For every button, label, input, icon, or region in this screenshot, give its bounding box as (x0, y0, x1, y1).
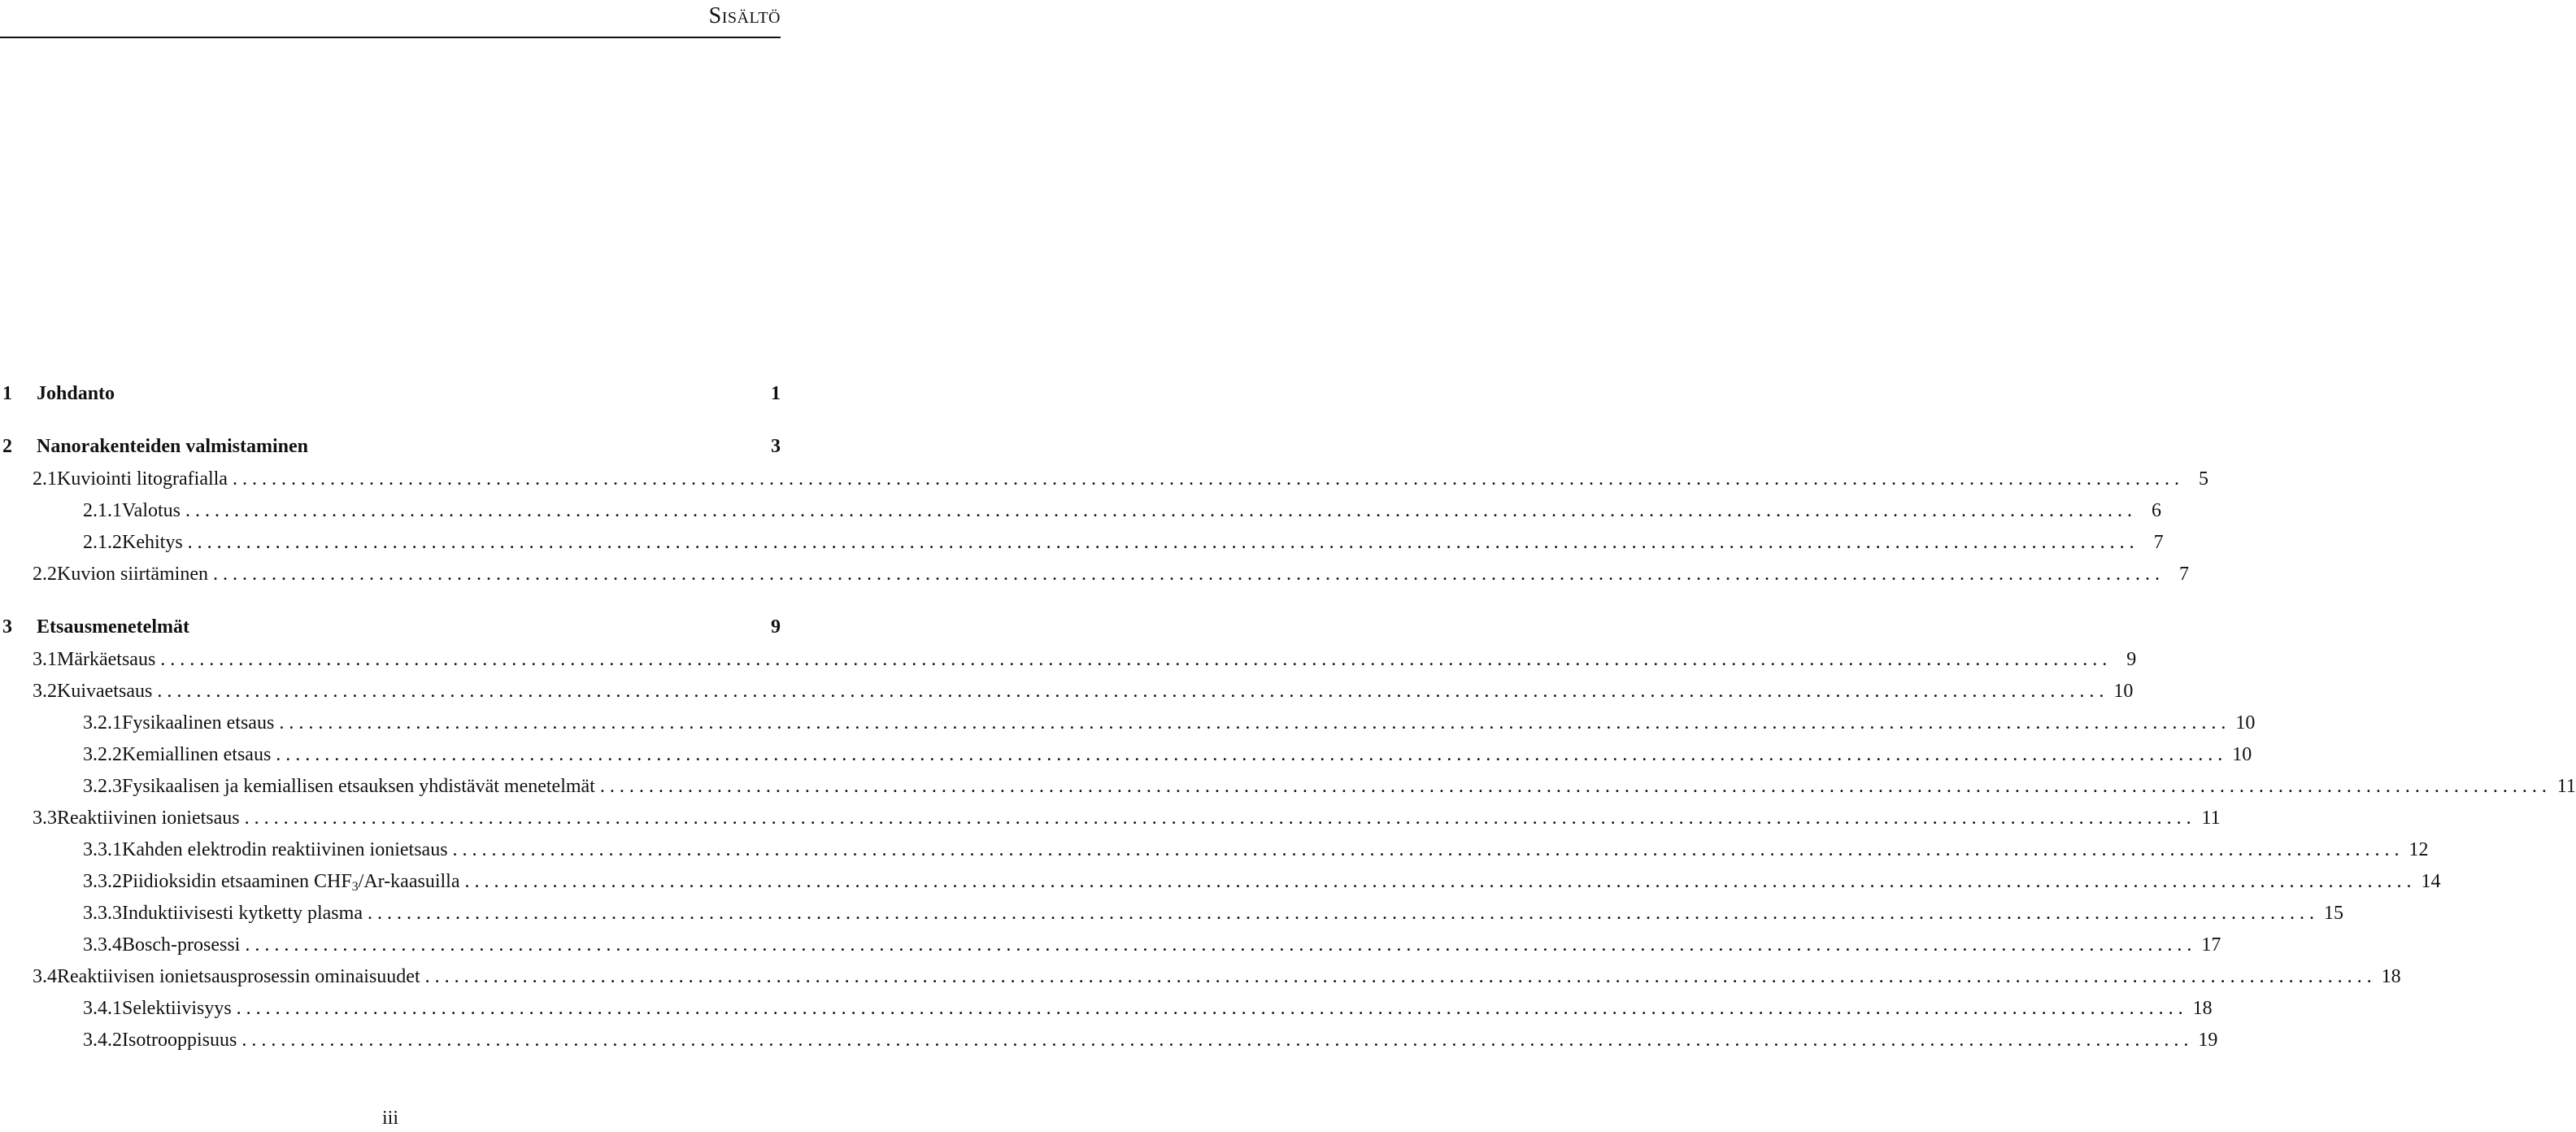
toc-entry-title (122, 1030, 237, 1051)
toc-entry-title (122, 839, 448, 861)
toc-entry-3-2-1[interactable] (0, 712, 2256, 738)
toc-entry-page: 19 (2198, 1030, 2218, 1051)
toc-entry-title (122, 712, 274, 734)
toc-entry-title (57, 681, 152, 703)
toc-entry-page: 9 (2126, 649, 2137, 670)
toc-entry-title (122, 871, 459, 895)
toc-entry-number: 3.2.3 (83, 776, 122, 797)
toc-dot-leader: . . . . . . . . . . . . . . . . . . . . . . . . . . . . . . . . . . . . . . . . . . . . . . . . . . . . . . . . . . . . . . . . . . . . . . . . . . . . . . . . . . . . . . . . . . . . . . . . . . . . . . . . . . . . . . . . . . . . . . . . . . . . . . . . . . . . . . . . . . . . . . . . . . . . . . . . . . . . . . . . . . . . . . . . . . . . . . . . . . . . . . . . . . . . . . . . . . . . . . . . (244, 808, 2191, 829)
toc-entry-title-text: Johdanto (37, 383, 115, 404)
header-rule (0, 37, 781, 38)
toc-dot-leader: . . . . . . . . . . . . . . . . . . . . . . . . . . . . . . . . . . . . . . . . . . . . . . . . . . . . . . . . . . . . . . . . . . . . . . . . . . . . . . . . . . . . . . . . . . . . . . . . . . . . . . . . . . . . . . . . . . . . . . . . . . . . . . . . . . . . . . . . . . . . . . . . . . . . . . . . . . . . . . . . . . . . . . . . . . . . . . . . . . . . . . . . . . . . . . . . . . . . . . . . (276, 744, 2223, 765)
toc-entry-page: 12 (2408, 839, 2429, 860)
toc-entry-title-text: Valotus (122, 500, 181, 521)
toc-entry-title-text: Selektiivisyys (122, 998, 232, 1019)
toc-dot-leader: . . . . . . . . . . . . . . . . . . . . . . . . . . . . . . . . . . . . . . . . . . . . . . . . . . . . . . . . . . . . . . . . . . . . . . . . . . . . . . . . . . . . . . . . . . . . . . . . . . . . . . . . . . . . . . . . . . . . . . . . . . . . . . . . . . . . . . . . . . . . . . . . . . . . . . . . . . . . . . . . . . . . . . . . . . . . . . . . . . . . . . . . . . . . . . . . . . . . . . . . (245, 934, 2192, 956)
toc-dot-leader: . . . . . . . . . . . . . . . . . . . . . . . . . . . . . . . . . . . . . . . . . . . . . . . . . . . . . . . . . . . . . . . . . . . . . . . . . . . . . . . . . . . . . . . . . . . . . . . . . . . . . . . . . . . . . . . . . . . . . . . . . . . . . . . . . . . . . . . . . . . . . . . . . . . . . . . . . . . . . . . . . . . . . . . . . . . . . . . . . . . . . . . . . . . . . . . . . . . . . . . . (160, 649, 2108, 670)
toc-entry-title-text: Fysikaalisen ja kemiallisen etsauksen yhdistävät menetelmät (122, 776, 595, 797)
toc-entry-title-text: Reaktiivisen ionietsausprosessin ominaisuudet (57, 966, 420, 987)
toc-entry-number: 3.2.2 (83, 744, 122, 765)
toc-entry-2[interactable] (0, 436, 781, 462)
toc-dot-leader: . . . . . . . . . . . . . . . . . . . . . . . . . . . . . . . . . . . . . . . . . . . . . . . . . . . . . . . . . . . . . . . . . . . . . . . . . . . . . . . . . . . . . . . . . . . . . . . . . . . . . . . . . . . . . . . . . . . . . . . . . . . . . . . . . . . . . . . . . . . . . . . . . . . . . . . . . . . . . . . . . . . . . . . . . . . . . . . . . . . . . . . . . . . . . . . . . . . . . . . . (464, 871, 2412, 892)
toc-entry-page: 6 (2152, 500, 2161, 521)
toc-entry-2-1-1[interactable] (0, 500, 2161, 526)
toc-entry-page: 5 (2198, 468, 2208, 490)
toc-entry-page: 3 (771, 436, 781, 457)
toc-entry-page: 11 (2201, 808, 2221, 829)
toc-entry-number: 3.3.3 (83, 903, 122, 924)
toc-entry-title (122, 744, 271, 766)
toc-entry-page: 15 (2323, 903, 2343, 924)
toc-entry-page: 10 (2232, 744, 2252, 765)
toc-entry-page: 7 (2153, 532, 2164, 553)
toc-dot-leader: . . . . . . . . . . . . . . . . . . . . . . . . . . . . . . . . . . . . . . . . . . . . . . . . . . . . . . . . . . . . . . . . . . . . . . . . . . . . . . . . . . . . . . . . . . . . . . . . . . . . . . . . . . . . . . . . . . . . . . . . . . . . . . . . . . . . . . . . . . . . . . . . . . . . . . . . . . . . . . . . . . . . . . . . . . . . . . . . . . . . . . . . . . . . . . . . . . . . . . . . (232, 468, 2179, 490)
toc-entry-2-1[interactable] (0, 468, 2208, 494)
toc-dot-leader: . . . . . . . . . . . . . . . . . . . . . . . . . . . . . . . . . . . . . . . . . . . . . . . . . . . . . . . . . . . . . . . . . . . . . . . . . . . . . . . . . . . . . . . . . . . . . . . . . . . . . . . . . . . . . . . . . . . . . . . . . . . . . . . . . . . . . . . . . . . . . . . . . . . . . . . . . . . . . . . . . . . . . . . . . . . . . . . . . . . . . . . . . . . . . . . . . . . . . . . . (236, 998, 2183, 1019)
toc-entry-title (57, 468, 228, 490)
toc-dot-leader: . . . . . . . . . . . . . . . . . . . . . . . . . . . . . . . . . . . . . . . . . . . . . . . . . . . . . . . . . . . . . . . . . . . . . . . . . . . . . . . . . . . . . . . . . . . . . . . . . . . . . . . . . . . . . . . . . . . . . . . . . . . . . . . . . . . . . . . . . . . . . . . . . . . . . . . . . . . . . . . . . . . . . . . . . . . . . . . . . . . . . . . . . . . . . . . . . . . . . . . . (157, 681, 2104, 702)
toc-entry-number: 1 (2, 383, 12, 404)
toc-entry-page: 1 (771, 383, 781, 404)
toc-entry-title-text: Etsausmenetelmät (37, 616, 189, 638)
toc-entry-number: 3.4.1 (83, 998, 122, 1019)
toc-entry-3[interactable] (0, 616, 781, 642)
toc-entry-number: 3.4.2 (83, 1030, 122, 1051)
toc-dot-leader: . . . . . . . . . . . . . . . . . . . . . . . . . . . . . . . . . . . . . . . . . . . . . . . . . . . . . . . . . . . . . . . . . . . . . . . . . . . . . . . . . . . . . . . . . . . . . . . . . . . . . . . . . . . . . . . . . . . . . . . . . . . . . . . . . . . . . . . . . . . . . . . . . . . . . . . . . . . . . . . . . . . . . . . . . . . . . . . . . . . . . . . . . . . . . . . . . . . . . . . . (185, 500, 2132, 521)
toc-entry-title-tail: /Ar-kaasuilla (358, 871, 460, 892)
toc-dot-leader: . . . . . . . . . . . . . . . . . . . . . . . . . . . . . . . . . . . . . . . . . . . . . . . . . . . . . . . . . . . . . . . . . . . . . . . . . . . . . . . . . . . . . . . . . . . . . . . . . . . . . . . . . . . . . . . . . . . . . . . . . . . . . . . . . . . . . . . . . . . . . . . . . . . . . . . . . . . . . . . . . . . . . . . . . . . . . . . . . . . . . . . . . . . . . . . . . . . . . . . . (452, 839, 2400, 860)
toc-entry-2-2[interactable] (0, 564, 2189, 590)
toc-entry-title-text: Kuvion siirtäminen (57, 564, 208, 585)
toc-entry-page: 18 (2381, 966, 2401, 987)
toc-dot-leader: . . . . . . . . . . . . . . . . . . . . . . . . . . . . . . . . . . . . . . . . . . . . . . . . . . . . . . . . . . . . . . . . . . . . . . . . . . . . . . . . . . . . . . . . . . . . . . . . . . . . . . . . . . . . . . . . . . . . . . . . . . . . . . . . . . . . . . . . . . . . . . . . . . . . . . . . . . . . . . . . . . . . . . . . . . . . . . . . . . . . . . . . . . . . . . . . . . . . . . . . (212, 564, 2160, 585)
toc-entry-title (57, 966, 420, 988)
toc-entry-3-2-2[interactable] (0, 744, 2252, 770)
toc-entry-3-3-1[interactable] (0, 839, 2429, 865)
toc-entry-title-text: Isotrooppisuus (122, 1030, 237, 1051)
toc-entry-page: 11 (2556, 776, 2576, 797)
toc-entry-number: 2 (2, 436, 12, 457)
toc-entry-number: 3.1 (33, 649, 57, 670)
toc-entry-title (57, 808, 240, 829)
toc-dot-leader: . . . . . . . . . . . . . . . . . . . . . . . . . . . . . . . . . . . . . . . . . . . . . . . . . . . . . . . . . . . . . . . . . . . . . . . . . . . . . . . . . . . . . . . . . . . . . . . . . . . . . . . . . . . . . . . . . . . . . . . . . . . . . . . . . . . . . . . . . . . . . . . . . . . . . . . . . . . . . . . . . . . . . . . . . . . . . . . . . . . . . . . . . . . . . . . . . . . . . . . . (367, 903, 2314, 924)
toc-entry-title-text: Kemiallinen etsaus (122, 744, 272, 765)
toc-entry-3-4-2[interactable] (0, 1030, 2218, 1056)
toc-entry-page: 10 (2113, 681, 2134, 702)
header-title: Sisältö (708, 3, 781, 28)
toc-entry-title (122, 532, 183, 554)
toc-entry-number: 3.2.1 (83, 712, 122, 734)
toc-entry-title-text: Kahden elektrodin reaktiivinen ionietsaus (122, 839, 448, 860)
toc-entry-title (122, 500, 181, 522)
toc-entry-3-3-2[interactable] (0, 871, 2441, 897)
toc-dot-leader: . . . . . . . . . . . . . . . . . . . . . . . . . . . . . . . . . . . . . . . . . . . . . . . . . . . . . . . . . . . . . . . . . . . . . . . . . . . . . . . . . . . . . . . . . . . . . . . . . . . . . . . . . . . . . . . . . . . . . . . . . . . . . . . . . . . . . . . . . . . . . . . . . . . . . . . . . . . . . . . . . . . . . . . . . . . . . . . . . . . . . . . . . . . . . . . . . . . . . . . . (279, 712, 2226, 734)
toc-entry-title (122, 998, 232, 1020)
toc-entry-title (122, 934, 240, 956)
toc-entry-number: 3.2 (33, 681, 57, 702)
footer-page-number: iii (381, 1108, 398, 1129)
toc-entry-3-3[interactable] (0, 808, 2221, 834)
toc-entry-title-text: Reaktiivinen ionietsaus (57, 808, 240, 829)
toc-entry-title (37, 383, 115, 405)
toc-entry-number: 2.1 (33, 468, 57, 490)
toc-entry-3-2[interactable] (0, 681, 2134, 707)
toc-entry-3-3-3[interactable] (0, 903, 2343, 929)
toc-entry-title (122, 903, 363, 925)
toc-entry-title (57, 564, 208, 586)
toc-entry-title-text: Kehitys (122, 532, 183, 553)
toc-entry-title (37, 616, 189, 638)
toc-dot-leader: . . . . . . . . . . . . . . . . . . . . . . . . . . . . . . . . . . . . . . . . . . . . . . . . . . . . . . . . . . . . . . . . . . . . . . . . . . . . . . . . . . . . . . . . . . . . . . . . . . . . . . . . . . . . . . . . . . . . . . . . . . . . . . . . . . . . . . . . . . . . . . . . . . . . . . . . . . . . . . . . . . . . . . . . . . . . . . . . . . . . . . . . . . . . . . . . . . . . . . . . (242, 1030, 2189, 1051)
toc-entry-title-text: Fysikaalinen etsaus (122, 712, 275, 734)
toc-entry-title (37, 436, 308, 458)
toc-entry-title-text: Märkäetsaus (57, 649, 156, 670)
toc-entry-title (122, 776, 595, 798)
toc-entry-number: 3.3.2 (83, 871, 122, 892)
toc-dot-leader: . . . . . . . . . . . . . . . . . . . . . . . . . . . . . . . . . . . . . . . . . . . . . . . . . . . . . . . . . . . . . . . . . . . . . . . . . . . . . . . . . . . . . . . . . . . . . . . . . . . . . . . . . . . . . . . . . . . . . . . . . . . . . . . . . . . . . . . . . . . . . . . . . . . . . . . . . . . . . . . . . . . . . . . . . . . . . . . . . . . . . . . . . . . . . . . . . . . . . . . . (599, 776, 2547, 797)
toc-entry-number: 3 (2, 616, 12, 638)
toc-entry-number: 3.3.1 (83, 839, 122, 860)
toc-entry-title-text: Nanorakenteiden valmistaminen (37, 436, 309, 457)
toc-entry-number: 3.3 (33, 808, 57, 829)
toc-entry-1[interactable] (0, 383, 781, 409)
toc-entry-page: 9 (771, 616, 781, 638)
toc-entry-title-text: Piidioksidin etsaaminen CHF (122, 871, 352, 892)
toc-entry-title-text: Kuviointi litografialla (57, 468, 228, 490)
toc-entry-title-text: Induktiivisesti kytketty plasma (122, 903, 363, 924)
toc-entry-page: 17 (2201, 934, 2221, 956)
toc-entry-number: 3.4 (33, 966, 57, 987)
toc-entry-3-3-4[interactable] (0, 934, 2221, 960)
toc-entry-number: 2.2 (33, 564, 57, 585)
toc-dot-leader: . . . . . . . . . . . . . . . . . . . . . . . . . . . . . . . . . . . . . . . . . . . . . . . . . . . . . . . . . . . . . . . . . . . . . . . . . . . . . . . . . . . . . . . . . . . . . . . . . . . . . . . . . . . . . . . . . . . . . . . . . . . . . . . . . . . . . . . . . . . . . . . . . . . . . . . . . . . . . . . . . . . . . . . . . . . . . . . . . . . . . . . . . . . . . . . . . . . . . . . . (424, 966, 2372, 987)
toc-entry-page: 7 (2178, 564, 2189, 585)
toc-entry-page: 18 (2192, 998, 2213, 1019)
toc-entry-title-text: Bosch-prosessi (122, 934, 241, 956)
toc-entry-3-2-3[interactable] (0, 776, 2576, 802)
toc-entry-number: 2.1.1 (83, 500, 122, 521)
toc-entry-3-1[interactable] (0, 649, 2137, 675)
toc-entry-3-4-1[interactable] (0, 998, 2213, 1024)
toc-entry-page: 10 (2235, 712, 2256, 734)
toc-entry-title-subscript: 3 (351, 880, 359, 894)
toc-entry-number: 2.1.2 (83, 532, 122, 553)
toc-entry-title (57, 649, 155, 671)
toc-entry-2-1-2[interactable] (0, 532, 2164, 558)
toc-entry-title-text: Kuivaetsaus (57, 681, 153, 702)
toc-entry-3-4[interactable] (0, 966, 2401, 992)
toc-entry-page: 14 (2421, 871, 2441, 892)
toc-dot-leader: . . . . . . . . . . . . . . . . . . . . . . . . . . . . . . . . . . . . . . . . . . . . . . . . . . . . . . . . . . . . . . . . . . . . . . . . . . . . . . . . . . . . . . . . . . . . . . . . . . . . . . . . . . . . . . . . . . . . . . . . . . . . . . . . . . . . . . . . . . . . . . . . . . . . . . . . . . . . . . . . . . . . . . . . . . . . . . . . . . . . . . . . . . . . . . . . . . . . . . . . (187, 532, 2134, 553)
toc-entry-number: 3.3.4 (83, 934, 122, 956)
